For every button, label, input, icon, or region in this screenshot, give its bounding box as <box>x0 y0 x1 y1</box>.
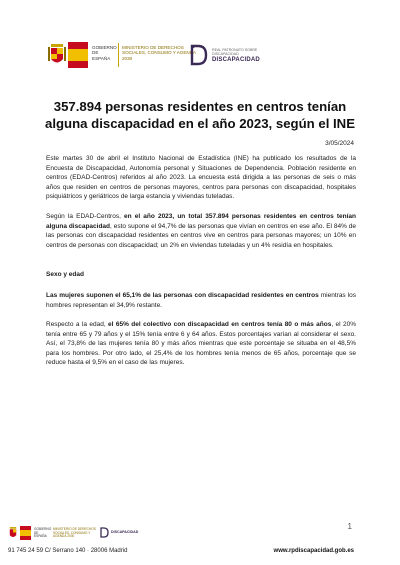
paragraph-age-rest: , el 20% tenía entre 65 y 79 años y el 15% tenía entre 6 y 64 años. Estos porcentajes varían al considerar el sexo. Así, el 73,8% de las mujeres tenía 80 y más años mientras que este porcentaje se situaba en el 48,5% para los hombres. Por otro lado, el 25,4% de los hombres tenía menos de 65 años, porcentaje que se reduce hasta el 9,5% en el caso de las mujeres. <box>46 321 357 367</box>
paragraph-totals <box>46 212 356 250</box>
publication-date: 3/05/2024 <box>325 140 354 147</box>
section-heading-sexo-edad: Sexo y edad <box>46 271 84 278</box>
paragraph-totals-rest: , esto supone el 94,7% de las personas que vivían en centros en ese año. El 84% de las personas con discapacidad residentes en centros vive en centros para personas mayores; un 10% en centros de personas con discapacidad; un 2% en viviendas tuteladas y un 4% residía en hospitales. <box>46 222 357 249</box>
paragraph-intro: Este martes 30 de abril el Instituto Nacional de Estadística (INE) ha publicado los resultados de la Encuesta de Discapacidad, Autonomía personal y Situaciones de Dependencia. Población residente en centros (EDAD-Centros) referidos al año 2023. La encuesta está dirigida a las personas de seis o más años que residen en centros de personas mayores, centros para personas con discapacidad, hospitales psiquiátricos y geriátricos de larga estancia y viviendas tuteladas. <box>46 155 356 201</box>
header-logos <box>48 40 358 70</box>
footer-discapacidad-label: DISCAPACIDAD <box>111 530 139 534</box>
discapacidad-label: DISCAPACIDAD <box>212 57 260 63</box>
ministry-label: MINISTERIO DE DERECHOS SOCIALES, CONSUMO Y AGENDA 2030 <box>122 45 196 61</box>
paragraph-sex-highlight: Las mujeres suponen el 65,1% de las personas con discapacidad residentes en centros <box>46 292 319 299</box>
footer-website-link[interactable]: www.rpdiscapacidad.gob.es <box>273 548 354 554</box>
logo-divider <box>118 43 119 67</box>
paragraph-age <box>46 320 356 368</box>
paragraph-sex-rest: mientras los hombres representan el 34,9% restante. <box>46 292 356 309</box>
government-logo <box>48 40 198 70</box>
paragraph-totals-highlight: en el año 2023, un total 357.894 personas residentes en centros tenían alguna discapacidad <box>46 213 356 230</box>
coat-of-arms-icon <box>48 42 66 68</box>
footer-ministry-label: MINISTERIO DE DERECHOS SOCIALES, CONSUMO Y AGENDA 2030 <box>53 527 96 539</box>
real-patronato-label: REAL PATRONATO SOBRE DISCAPACIDAD <box>212 48 258 57</box>
paragraph-age-lead: Respecto a la edad, <box>46 321 109 328</box>
discapacidad-logo <box>190 40 300 70</box>
footer-spain-flag-icon <box>20 526 31 540</box>
footer-logos <box>8 525 139 541</box>
footer-contact: 91 745 24 59 C/ Serrano 140 · 28006 Madrid <box>8 548 128 554</box>
paragraph-sex <box>46 291 356 310</box>
government-label: GOBIERNO DE ESPAÑA <box>92 45 117 61</box>
spain-flag-icon <box>68 42 88 68</box>
d-logo-icon <box>190 44 208 66</box>
paragraph-totals-lead: Según la EDAD-Centros, <box>46 213 125 220</box>
page-number: 1 <box>347 522 352 531</box>
page-title: 357.894 personas residentes en centros tenían alguna discapacidad en el año 2023, según el INE <box>44 99 356 131</box>
paragraph-age-highlight: el 65% del colectivo con discapacidad en centros tenía 80 o más años <box>108 321 332 328</box>
footer-coat-of-arms-icon <box>8 526 18 540</box>
footer-government-label: GOBIERNO DE ESPAÑA <box>34 527 52 539</box>
footer-d-logo-icon <box>100 526 109 539</box>
